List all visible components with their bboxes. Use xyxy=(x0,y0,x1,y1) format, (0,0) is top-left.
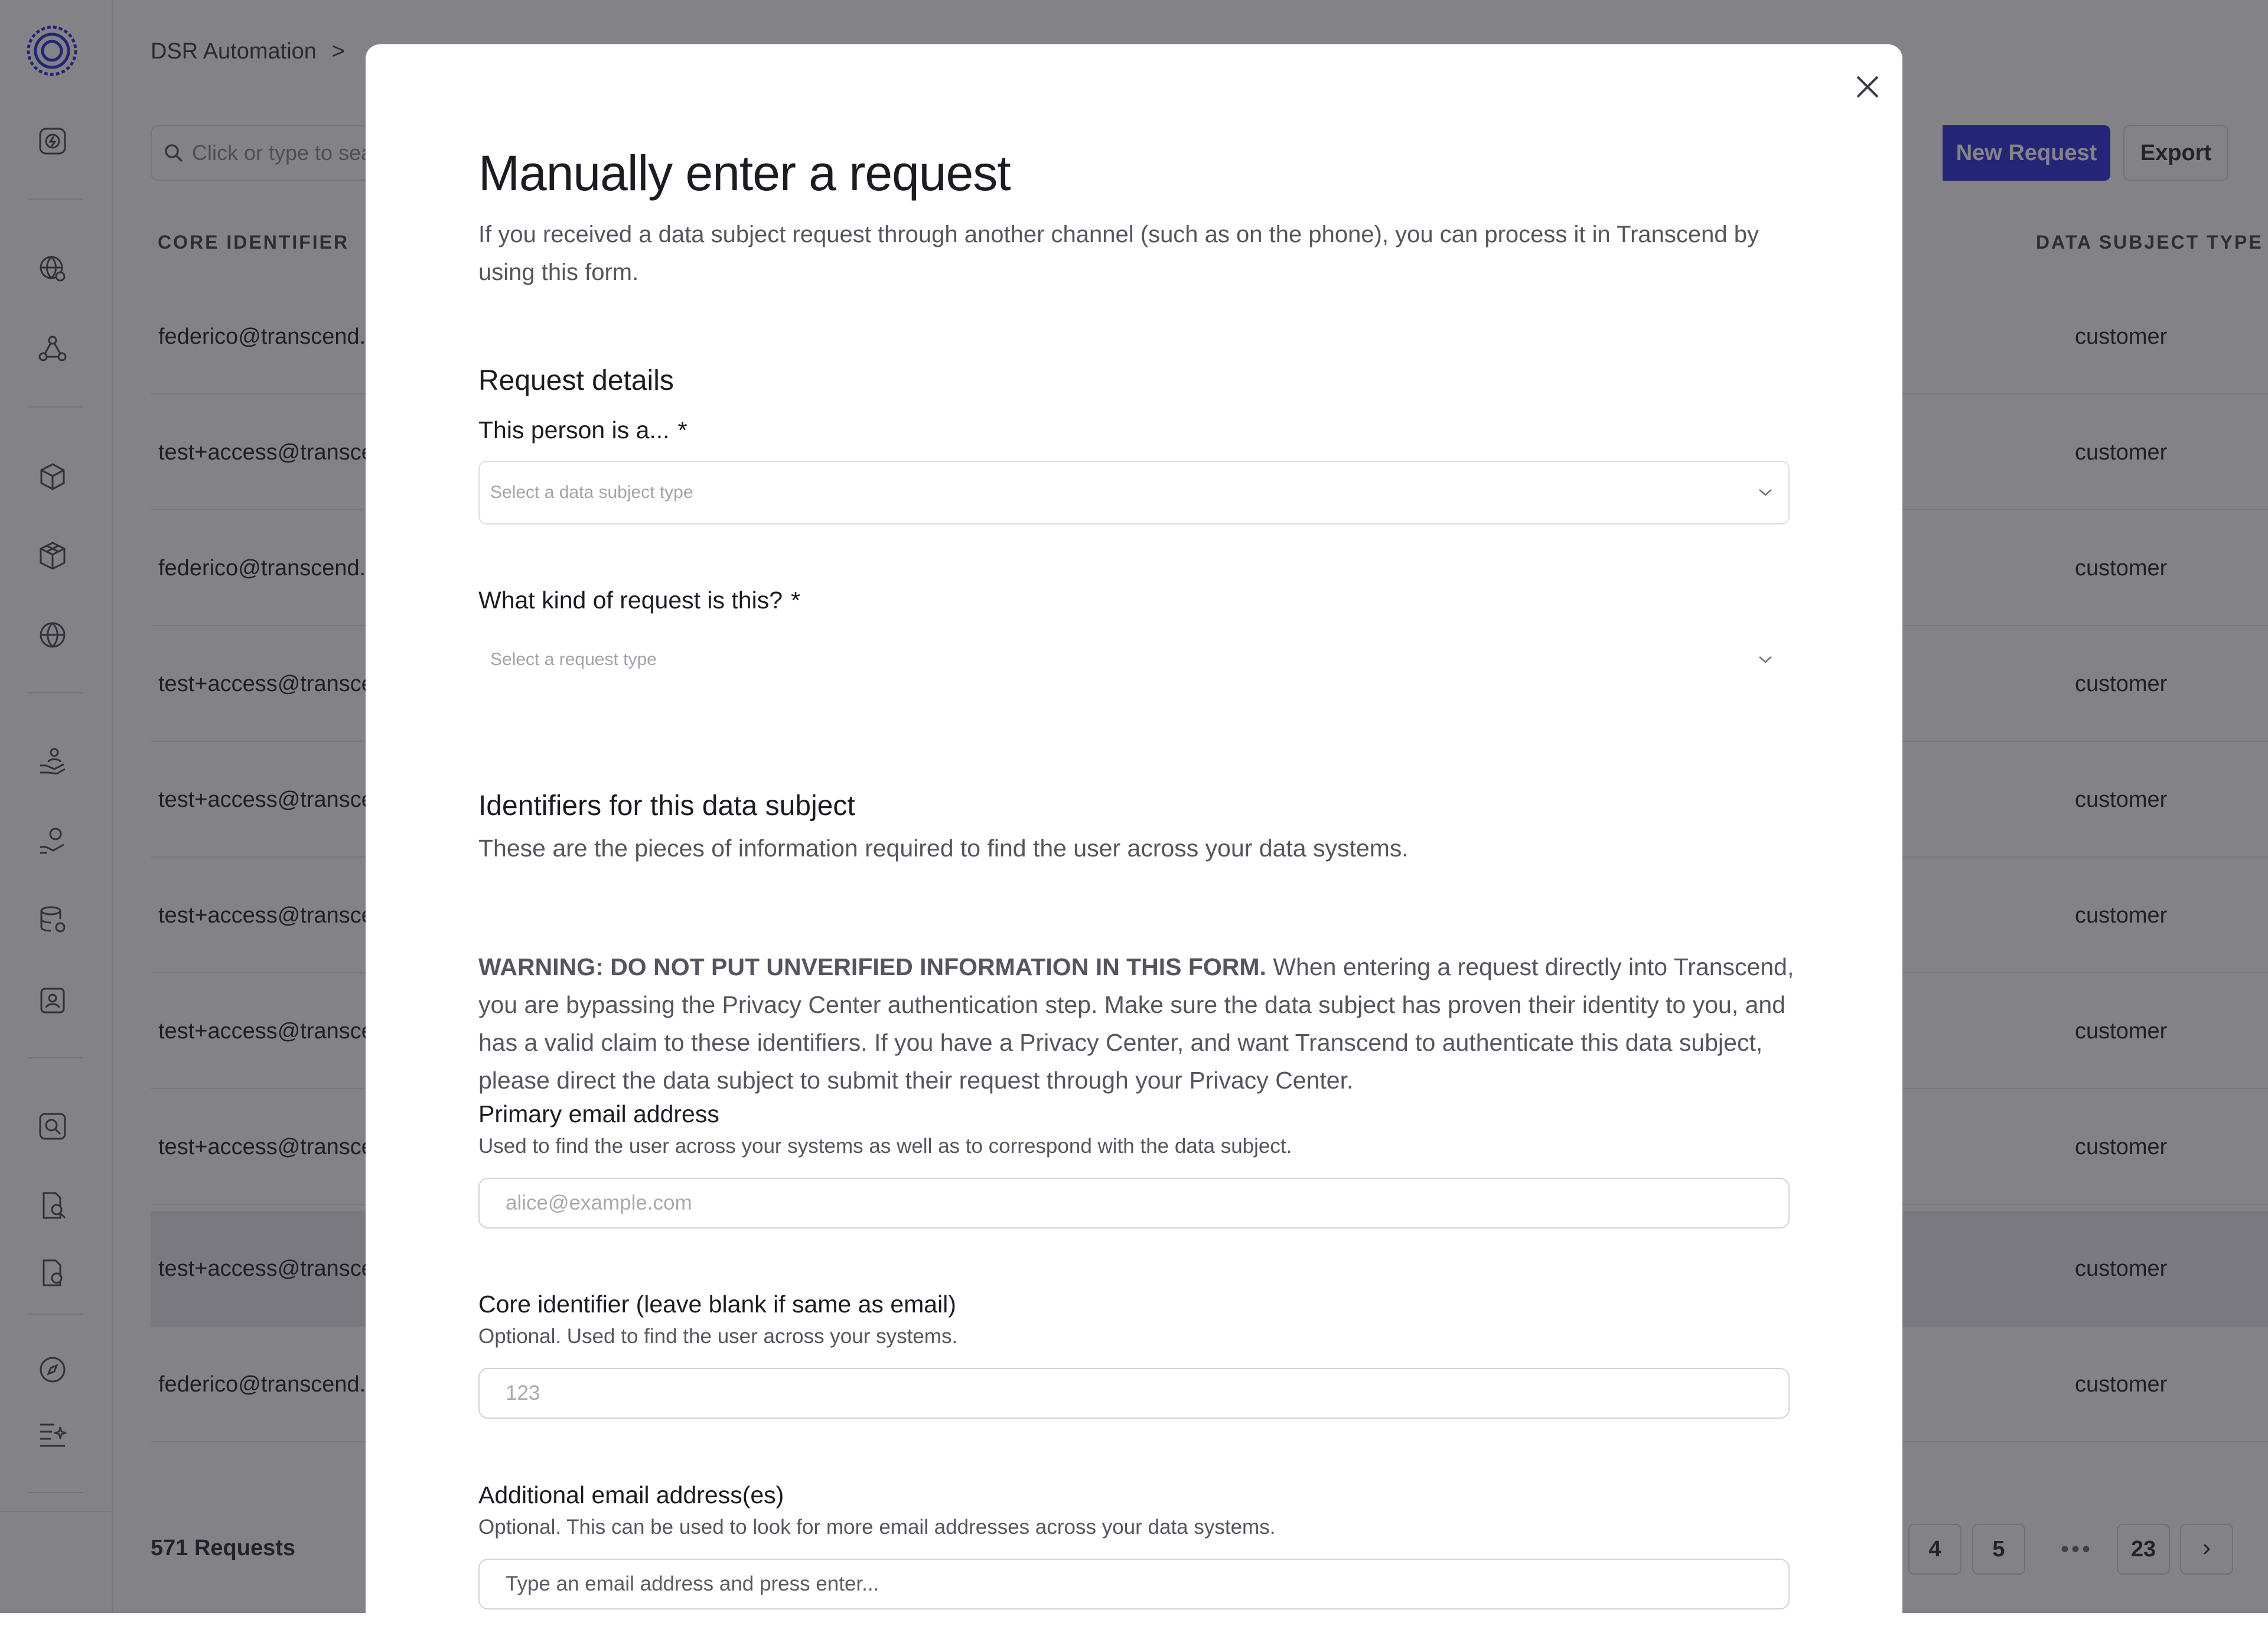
manual-request-modal xyxy=(366,44,1902,1639)
required-mark: * xyxy=(677,416,687,444)
identifiers-subheading: These are the pieces of information required to find the user across your data systems. xyxy=(478,835,1409,862)
core-identifier-field[interactable] xyxy=(478,1368,1790,1419)
data-subject-type-select[interactable] xyxy=(478,461,1790,524)
person-type-label xyxy=(478,416,687,444)
chevron-down-icon xyxy=(1758,488,1773,497)
person-type-label-text: This person is a... xyxy=(478,416,670,444)
warning-body: When entering a request directly into Transcend, you are bypassing the Privacy Center authentication step. Make sure the data subject has proven their identity to you, and has a valid claim to these identifiers. If you have a Privacy Center, and want Transcend to authenticate this data subject, please direct the data subject to submit their request through your Privacy Center. xyxy=(478,953,1794,1094)
request-kind-label-text: What kind of request is this? xyxy=(478,586,783,614)
identifiers-heading: Identifiers for this data subject xyxy=(478,790,855,822)
data-subject-type-placeholder: Select a data subject type xyxy=(490,483,693,502)
core-identifier-placeholder: 123 xyxy=(506,1381,540,1405)
warning-text xyxy=(478,948,1801,1099)
additional-email-label: Additional email address(es) xyxy=(478,1481,784,1508)
modal-intro: If you received a data subject request through another channel (such as on the phone), you can process it in Transcend by using this form. xyxy=(478,221,1759,285)
request-type-select[interactable] xyxy=(478,628,1790,692)
additional-email-field[interactable] xyxy=(478,1559,1790,1609)
primary-email-placeholder: alice@example.com xyxy=(506,1191,692,1214)
primary-email-help: Used to find the user across your systems as well as to correspond with the data subject. xyxy=(478,1135,1292,1158)
request-kind-label xyxy=(478,586,800,614)
core-identifier-help: Optional. Used to find the user across your systems. xyxy=(478,1325,958,1348)
chevron-down-icon xyxy=(1758,655,1773,664)
request-details-heading: Request details xyxy=(478,365,674,396)
core-identifier-label: Core identifier (leave blank if same as email) xyxy=(478,1291,956,1318)
request-type-placeholder: Select a request type xyxy=(490,650,657,669)
primary-email-label: Primary email address xyxy=(478,1100,719,1128)
additional-email-help: Optional. This can be used to look for more email addresses across your data systems. xyxy=(478,1516,1276,1539)
close-icon xyxy=(1854,73,1881,100)
warning-bold: WARNING: DO NOT PUT UNVERIFIED INFORMATION IN THIS FORM. xyxy=(478,953,1266,980)
primary-email-field[interactable] xyxy=(478,1178,1790,1229)
close-button[interactable] xyxy=(1847,67,1888,107)
modal-title: Manually enter a request xyxy=(478,145,1011,201)
additional-email-placeholder: Type an email address and press enter... xyxy=(506,1572,879,1595)
required-mark: * xyxy=(791,586,800,614)
